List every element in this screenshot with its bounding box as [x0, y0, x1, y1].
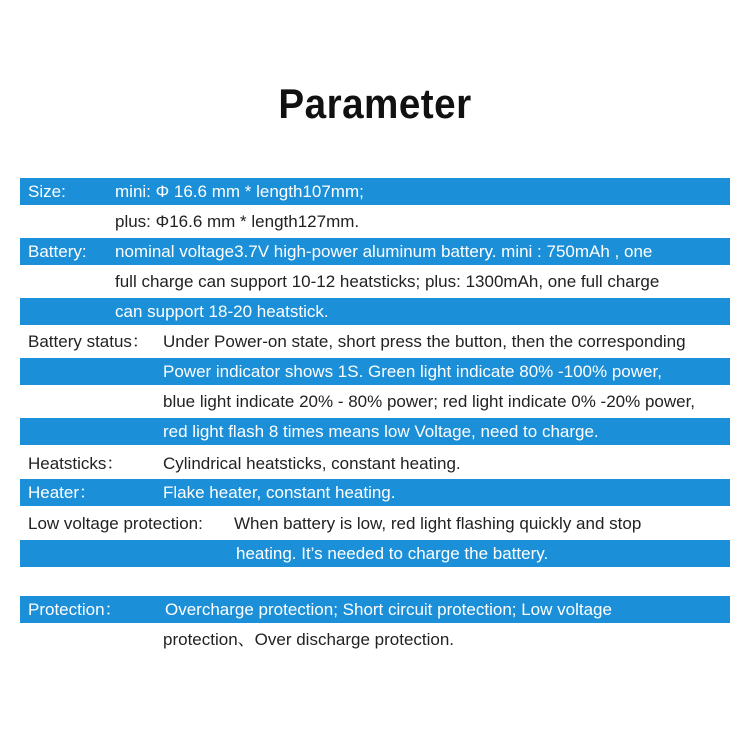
spec-text: protection、Over discharge protection. [163, 630, 455, 649]
spec-row-size [20, 178, 730, 205]
spec-label: Low voltage protection: [28, 514, 203, 533]
spec-text: mini: Φ 16.6 mm * length107mm; [115, 182, 364, 201]
spec-text: Overcharge protection; Short circuit protection; Low voltage [165, 600, 612, 619]
spec-row-battery-cont [20, 268, 730, 295]
spec-label: Battery: [28, 242, 87, 261]
spec-text: heating. It’s needed to charge the battery. [236, 544, 549, 563]
spec-label: Heater： [28, 483, 97, 502]
spec-row-size-cont [20, 208, 730, 235]
spec-row-protection [20, 596, 730, 623]
spec-row-battery-status-cont [20, 388, 730, 415]
spec-text: full charge can support 10-12 heatsticks; plus: 1300mAh, one full charge [115, 272, 660, 291]
spec-text: When battery is low, red light flashing quickly and stop [234, 514, 642, 533]
spec-text: Power indicator shows 1S. Green light indicate 80% -100% power, [163, 362, 662, 381]
spec-row-heater [20, 479, 730, 506]
spec-label: Protection： [28, 600, 122, 619]
spec-row-heatsticks [20, 450, 730, 477]
spec-text: Under Power-on state, short press the button, then the corresponding [163, 332, 686, 351]
spec-row-battery-status [20, 328, 730, 355]
spec-label: Heatsticks： [28, 454, 124, 473]
page-title: Parameter [278, 80, 472, 127]
spec-row-low-voltage-cont [20, 540, 730, 567]
spec-label: Battery status： [28, 332, 149, 351]
spec-text: nominal voltage3.7V high-power aluminum battery. mini : 750mAh , one [115, 242, 653, 261]
spec-row-battery-status-cont [20, 358, 730, 385]
spec-row-battery-status-cont [20, 418, 730, 445]
spec-text: plus: Φ16.6 mm * length127mm. [115, 212, 360, 231]
spec-text: can support 18-20 heatstick. [115, 302, 329, 321]
spec-row-battery-cont [20, 298, 730, 325]
spec-text: blue light indicate 20% - 80% power; red light indicate 0% -20% power, [163, 392, 696, 411]
spec-text: red light flash 8 times means low Voltage, need to charge. [163, 422, 599, 441]
spec-text: Flake heater, constant heating. [163, 483, 396, 502]
spec-text: Cylindrical heatsticks, constant heating. [163, 454, 461, 473]
spec-label: Size: [28, 182, 66, 201]
spec-row-battery [20, 238, 730, 265]
spec-row-protection-cont [20, 626, 730, 653]
spec-row-low-voltage [20, 510, 730, 537]
